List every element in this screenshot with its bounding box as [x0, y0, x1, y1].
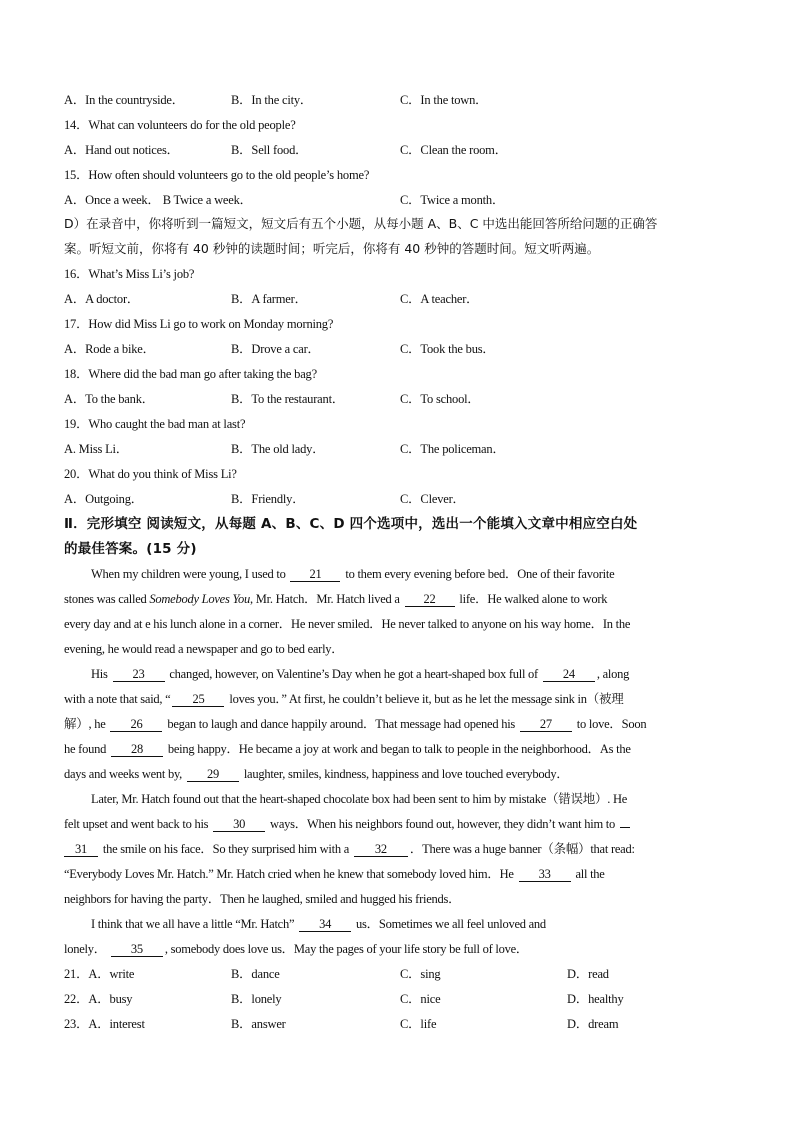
- q13-option-b[interactable]: B．In the city．: [231, 93, 313, 107]
- q21-option-d[interactable]: D．read: [567, 967, 609, 981]
- q17-option-b[interactable]: B．Drove a car．: [231, 342, 320, 356]
- blank-28[interactable]: 28: [111, 742, 163, 757]
- text: he found: [64, 742, 107, 756]
- blank-24[interactable]: 24: [543, 667, 595, 682]
- q14-option-b[interactable]: B．Sell food．: [231, 143, 308, 157]
- q22-option-c[interactable]: C．nice: [400, 992, 441, 1006]
- blank-33[interactable]: 33: [519, 867, 571, 882]
- q16-option-a[interactable]: A．A doctor．: [64, 292, 140, 306]
- q14-question: 14．What can volunteers do for the old people?: [64, 118, 296, 132]
- text: 解）, he: [64, 717, 106, 731]
- q17-option-a[interactable]: A．Rode a bike．: [64, 342, 155, 356]
- passage-p2-line1: [91, 666, 732, 682]
- text: , along: [596, 667, 630, 681]
- passage-p1-line3: every day and at e his lunch alone in a corner．He never smiled．He never talked to anyone on his way home．In the: [64, 617, 631, 631]
- q20-option-c[interactable]: C．Clever．: [400, 492, 465, 506]
- text: us．Sometimes we all feel unloved and: [356, 917, 546, 931]
- passage-p3-line2: [64, 816, 732, 832]
- blank-22[interactable]: 22: [405, 592, 455, 607]
- text: ways．When his neighbors found out, however, they didn’t want him to: [270, 817, 616, 831]
- blank-27[interactable]: 27: [520, 717, 572, 732]
- text: being happy．He became a joy at work and began to talk to people in the neighborhood．As the: [167, 742, 631, 756]
- text: laughter, smiles, kindness, happiness and love touched everybody．: [243, 767, 569, 781]
- q16-option-c[interactable]: C．A teacher．: [400, 292, 479, 306]
- q19-option-a[interactable]: A. Miss Li．: [64, 442, 129, 456]
- q20-option-b[interactable]: B．Friendly．: [231, 492, 305, 506]
- passage-p1-line2: [64, 591, 732, 607]
- text: changed, however, on Valentine’s Day when he got a heart-shaped box full of: [169, 667, 538, 681]
- q23-option-c[interactable]: C．life: [400, 1017, 437, 1031]
- blank-31-start: [620, 827, 630, 828]
- q17-question: 17．How did Miss Li go to work on Monday morning?: [64, 317, 334, 331]
- part-d-instruction-line1: D）在录音中，你将听到一篇短文，短文后有五个小题，从每小题 A、B、C 中选出能回答所给问题的正确答: [64, 216, 658, 231]
- q19-option-b[interactable]: B．The old lady．: [231, 442, 325, 456]
- text: “Everybody Loves Mr. Hatch.” Mr. Hatch cried when he knew that somebody loved him．He: [64, 867, 514, 881]
- q16-option-b[interactable]: B．A farmer．: [231, 292, 307, 306]
- passage-p3-line3: [64, 841, 732, 857]
- q20-question: 20．What do you think of Miss Li?: [64, 467, 237, 481]
- q21-option-b[interactable]: B．dance: [231, 967, 280, 981]
- q23-option-d[interactable]: D．dream: [567, 1017, 619, 1031]
- q18-option-c[interactable]: C．To school．: [400, 392, 480, 406]
- passage-p2-line2: [64, 691, 732, 707]
- text: , Mr. Hatch．Mr. Hatch lived a: [250, 592, 400, 606]
- section-2-heading-line1: Ⅱ．完形填空 阅读短文，从每题 A、B、C、D 四个选项中，选出一个能填入文章中相应空白处: [64, 516, 638, 532]
- text: felt upset and went back to his: [64, 817, 209, 831]
- blank-25[interactable]: 25: [172, 692, 224, 707]
- text: all the: [575, 867, 605, 881]
- q17-option-c[interactable]: C．Took the bus．: [400, 342, 495, 356]
- q20-option-a[interactable]: A．Outgoing．: [64, 492, 144, 506]
- text: I think that we all have a little “Mr. Hatch”: [91, 917, 295, 931]
- q15-question: 15．How often should volunteers go to the old people’s home?: [64, 168, 370, 182]
- blank-26[interactable]: 26: [110, 717, 162, 732]
- q21-option-c[interactable]: C．sing: [400, 967, 441, 981]
- blank-31[interactable]: 31: [64, 842, 98, 857]
- q22-option-d[interactable]: D．healthy: [567, 992, 624, 1006]
- q16-question: 16．What’s Miss Li’s job?: [64, 267, 195, 281]
- blank-34[interactable]: 34: [299, 917, 351, 932]
- q18-question: 18．Where did the bad man go after taking the bag?: [64, 367, 317, 381]
- q23-option-a[interactable]: 23．A．interest: [64, 1017, 145, 1031]
- q19-question: 19．Who caught the bad man at last?: [64, 417, 246, 431]
- text: to them every evening before bed．One of their favorite: [345, 567, 615, 581]
- text: began to laugh and dance happily around．That message had opened his: [167, 717, 516, 731]
- section-2-heading-line2: 的最佳答案。(15 分): [64, 541, 197, 557]
- text: the smile on his face．So they surprised him with a: [102, 842, 350, 856]
- blank-29[interactable]: 29: [187, 767, 239, 782]
- passage-p1-line4: evening, he would read a newspaper and go to bed early．: [64, 642, 344, 656]
- q22-option-b[interactable]: B．lonely: [231, 992, 282, 1006]
- text: lonely．: [64, 942, 106, 956]
- q15-option-c[interactable]: C．Twice a month．: [400, 193, 505, 207]
- text: ．There was a huge banner（条幅）that read:: [409, 842, 635, 856]
- text: stones was called: [64, 592, 147, 606]
- passage-p3-line4: [64, 866, 732, 882]
- q18-option-b[interactable]: B．To the restaurant．: [231, 392, 345, 406]
- story-title: Somebody Loves You: [149, 592, 250, 606]
- q23-option-b[interactable]: B．answer: [231, 1017, 286, 1031]
- blank-30[interactable]: 30: [213, 817, 265, 832]
- q22-option-a[interactable]: 22．A．busy: [64, 992, 133, 1006]
- text: When my children were young, I used to: [91, 567, 286, 581]
- q21-option-a[interactable]: 21．A．write: [64, 967, 135, 981]
- blank-23[interactable]: 23: [113, 667, 165, 682]
- passage-p3-line1: Later, Mr. Hatch found out that the heart-shaped chocolate box had been sent to him by mistake（错误地）. He: [91, 792, 628, 806]
- text: days and weeks went by,: [64, 767, 183, 781]
- passage-p3-line5: neighbors for having the party．Then he laughed, smiled and hugged his friends．: [64, 892, 461, 906]
- passage-p4-line2: [64, 941, 732, 957]
- text: life．He walked alone to work: [459, 592, 608, 606]
- passage-p2-line4: [64, 741, 732, 757]
- text: His: [91, 667, 108, 681]
- passage-p4-line1: [91, 916, 732, 932]
- q14-option-c[interactable]: C．Clean the room．: [400, 143, 508, 157]
- q14-option-a[interactable]: A．Hand out notices．: [64, 143, 179, 157]
- passage-p2-line3: [64, 716, 732, 732]
- blank-35[interactable]: 35: [111, 942, 163, 957]
- text: , somebody does love us．May the pages of your life story be full of love．: [164, 942, 529, 956]
- passage-p2-line5: [64, 766, 732, 782]
- blank-32[interactable]: 32: [354, 842, 408, 857]
- q19-option-c[interactable]: C．The policeman．: [400, 442, 505, 456]
- q15-option-ab[interactable]: A．Once a week． B Twice a week．: [64, 193, 252, 207]
- q13-option-a[interactable]: A．In the countryside．: [64, 93, 185, 107]
- q13-option-c[interactable]: C．In the town．: [400, 93, 488, 107]
- text: loves you．” At first, he couldn’t believe it, but as he let the message sink in（被理: [229, 692, 624, 706]
- part-d-instruction-line2: 案。听短文前，你将有 40 秒钟的读题时间；听完后，你将有 40 秒钟的答题时间。短文听两遍。: [64, 241, 600, 256]
- blank-21[interactable]: 21: [290, 567, 340, 582]
- passage-p1-line1: [91, 566, 732, 582]
- text: to love．Soon: [576, 717, 647, 731]
- text: with a note that said, “: [64, 692, 171, 706]
- q18-option-a[interactable]: A．To the bank．: [64, 392, 155, 406]
